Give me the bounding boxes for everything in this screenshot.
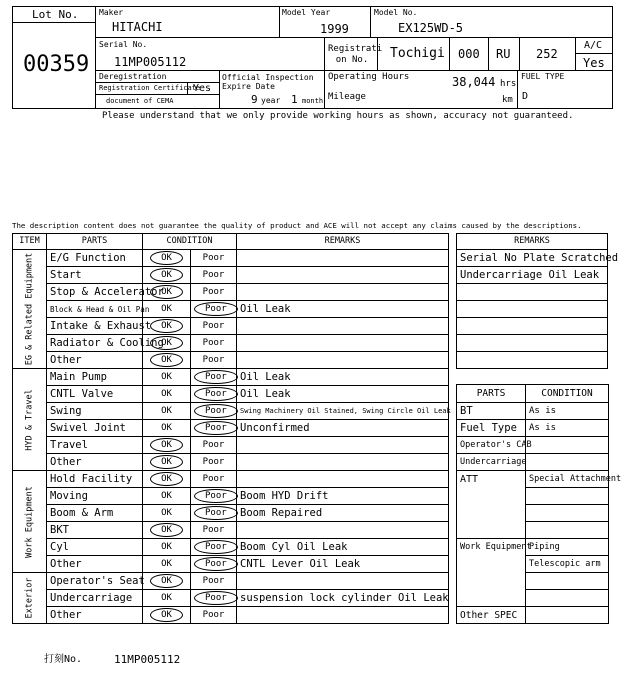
condition-poor-cell	[191, 403, 237, 420]
divider	[488, 37, 489, 70]
part-name: Hold Facility	[47, 471, 143, 488]
table-row	[13, 284, 449, 301]
condition-ok-cell	[143, 420, 191, 437]
remark-cell: Swing Machinery Oil Stained, Swing Circle Oil Leak	[237, 403, 449, 420]
condition-poor: Poor	[202, 575, 225, 586]
spec-part: Undercarriage	[457, 454, 526, 471]
condition-poor-cell	[191, 454, 237, 471]
inspection-month: 1	[291, 93, 298, 106]
summary-remark-row	[457, 335, 608, 352]
condition-ok: OK	[150, 285, 183, 299]
part-name: E/G Function	[47, 250, 143, 267]
condition-ok-cell	[143, 505, 191, 522]
spec-col-parts: PARTS	[457, 385, 526, 403]
work-equipment-label: Work Equipment	[457, 539, 526, 607]
condition-ok: OK	[161, 388, 172, 399]
remark-cell	[237, 250, 449, 267]
remark-cell	[237, 573, 449, 590]
stamp-label: 打刻No.	[44, 654, 83, 665]
part-name: Swivel Joint	[47, 420, 143, 437]
table-row	[13, 522, 449, 539]
remark-cell: Oil Leak	[237, 386, 449, 403]
ac-value: Yes	[583, 56, 605, 70]
col-condition: CONDITION	[143, 234, 237, 250]
inspection-year: 9	[251, 93, 258, 106]
att-item	[526, 488, 609, 505]
condition-poor-cell	[191, 505, 237, 522]
condition-poor-cell	[191, 607, 237, 624]
table-row	[13, 335, 449, 352]
condition-poor-cell	[191, 267, 237, 284]
table-row	[13, 301, 449, 318]
model-year-label: Model Year	[282, 8, 331, 17]
table-row	[13, 420, 449, 437]
col-parts: PARTS	[47, 234, 143, 250]
work-equipment-item	[526, 590, 609, 607]
condition-ok-cell	[143, 250, 191, 267]
spec-row	[457, 420, 609, 437]
condition-poor: Poor	[194, 370, 238, 384]
ac-label: A/C	[584, 40, 603, 51]
table-row	[13, 369, 449, 386]
part-name: Other	[47, 607, 143, 624]
km-unit: km	[502, 95, 513, 105]
table-row	[13, 454, 449, 471]
remark-cell	[237, 352, 449, 369]
work-equipment-item	[526, 573, 609, 590]
part-name: Undercarriage	[47, 590, 143, 607]
reg-class: 000	[458, 47, 480, 61]
condition-ok-cell	[143, 454, 191, 471]
divider	[324, 37, 325, 70]
summary-remark: Undercarriage Oil Leak	[457, 267, 608, 284]
item-group-label: HYD & Travel	[24, 388, 34, 451]
condition-poor-cell	[191, 590, 237, 607]
table-row	[13, 505, 449, 522]
condition-ok-cell	[143, 573, 191, 590]
spec-col-condition: CONDITION	[526, 385, 609, 403]
divider	[95, 37, 613, 38]
remark-cell	[237, 318, 449, 335]
condition-ok-cell	[143, 284, 191, 301]
part-name: Boom & Arm	[47, 505, 143, 522]
condition-poor: Poor	[194, 506, 238, 520]
spec-row	[457, 539, 609, 556]
part-name: Cyl	[47, 539, 143, 556]
remark-cell: Unconfirmed	[237, 420, 449, 437]
att-item	[526, 505, 609, 522]
condition-ok: OK	[161, 490, 172, 501]
condition-poor-cell	[191, 556, 237, 573]
condition-ok: OK	[161, 592, 172, 603]
condition-poor: Poor	[202, 609, 225, 620]
summary-remark	[457, 352, 608, 369]
condition-ok: OK	[150, 438, 183, 452]
col-item: ITEM	[13, 234, 47, 250]
remark-cell	[237, 454, 449, 471]
table-row	[13, 318, 449, 335]
condition-poor: Poor	[202, 320, 225, 331]
summary-remark-row	[457, 352, 608, 369]
op-hours-value: 38,044	[452, 75, 496, 89]
dereg-label: Deregistration	[99, 72, 167, 81]
spec-condition: As is	[526, 403, 609, 420]
divider	[575, 53, 613, 54]
condition-poor: Poor	[194, 387, 238, 401]
spec-row	[457, 471, 609, 488]
att-item: Special Attachment	[526, 471, 609, 488]
summary-remark	[457, 284, 608, 301]
summary-remarks-header: REMARKS	[457, 234, 608, 250]
condition-poor-cell	[191, 318, 237, 335]
summary-remarks-table	[456, 233, 619, 369]
spec-part: Operator's CAB	[457, 437, 526, 454]
condition-poor: Poor	[194, 404, 238, 418]
stamp-value: 11MP005112	[114, 653, 181, 666]
condition-ok-cell	[143, 318, 191, 335]
condition-poor-cell	[191, 420, 237, 437]
summary-remark	[457, 318, 608, 335]
spec-row	[457, 403, 609, 420]
condition-ok: OK	[161, 303, 172, 314]
part-name: CNTL Valve	[47, 386, 143, 403]
condition-poor: Poor	[194, 591, 238, 605]
item-group-label: Exterior	[24, 577, 34, 619]
condition-ok-cell	[143, 437, 191, 454]
spec-part: BT	[457, 403, 526, 420]
condition-ok: OK	[150, 336, 183, 350]
summary-remark	[457, 335, 608, 352]
att-item	[526, 522, 609, 539]
condition-ok-cell	[143, 607, 191, 624]
op-hours-label: Operating Hours	[328, 72, 410, 82]
condition-poor: Poor	[202, 473, 225, 484]
condition-ok: OK	[161, 541, 172, 552]
summary-remark	[457, 301, 608, 318]
table-row	[13, 250, 449, 267]
condition-poor-cell	[191, 352, 237, 369]
reg-cert-label: Registration Certificate	[99, 84, 201, 92]
condition-poor-cell	[191, 539, 237, 556]
condition-poor-cell	[191, 250, 237, 267]
divider	[519, 37, 520, 70]
remark-cell	[237, 471, 449, 488]
summary-remark: Serial No Plate Scratched	[457, 250, 608, 267]
summary-remark-row	[457, 267, 608, 284]
condition-poor-cell	[191, 369, 237, 386]
fuel-label: FUEL TYPE	[521, 72, 565, 81]
divider	[324, 70, 325, 109]
condition-ok-cell	[143, 386, 191, 403]
reg-region: Tochigi	[390, 46, 445, 61]
reg-number: 252	[536, 47, 558, 61]
condition-poor-cell	[191, 284, 237, 301]
spec-table	[456, 384, 622, 624]
condition-poor: Poor	[202, 456, 225, 467]
remark-cell	[237, 437, 449, 454]
spec-condition	[526, 437, 609, 454]
table-row	[13, 437, 449, 454]
remark-cell: Boom Cyl Oil Leak	[237, 539, 449, 556]
model-year-value: 1999	[320, 22, 349, 36]
part-name: Stop & Accelerator	[47, 284, 143, 301]
summary-remark-row	[457, 250, 608, 267]
condition-ok: OK	[161, 371, 172, 382]
condition-poor: Poor	[194, 540, 238, 554]
divider	[95, 82, 187, 83]
condition-ok: OK	[161, 405, 172, 416]
lot-no-label: Lot No.	[32, 8, 79, 21]
condition-poor: Poor	[202, 337, 225, 348]
other-spec-value	[526, 607, 609, 624]
remark-cell	[237, 607, 449, 624]
divider	[279, 6, 280, 37]
other-spec-label: Other SPEC	[457, 607, 526, 624]
remark-cell	[237, 522, 449, 539]
summary-remark-row	[457, 318, 608, 335]
item-group-cell	[13, 573, 47, 624]
condition-ok-cell	[143, 590, 191, 607]
item-group-cell	[13, 250, 47, 369]
part-name: Main Pump	[47, 369, 143, 386]
condition-ok: OK	[150, 353, 183, 367]
condition-ok-cell	[143, 301, 191, 318]
part-name: Other	[47, 454, 143, 471]
part-name: Intake & Exhaust	[47, 318, 143, 335]
remark-cell	[237, 267, 449, 284]
cema-label: document of CEMA	[106, 97, 174, 105]
condition-ok: OK	[150, 268, 183, 282]
table-row	[13, 607, 449, 624]
divider	[449, 37, 450, 70]
item-group-cell	[13, 369, 47, 471]
part-name: Operator's Seat	[47, 573, 143, 590]
condition-ok-cell	[143, 403, 191, 420]
condition-poor-cell	[191, 573, 237, 590]
maker-label: Maker	[99, 8, 124, 17]
condition-poor: Poor	[194, 421, 238, 435]
condition-ok-cell	[143, 539, 191, 556]
condition-poor-cell	[191, 386, 237, 403]
condition-poor: Poor	[202, 354, 225, 365]
condition-ok-cell	[143, 335, 191, 352]
remark-cell: Boom HYD Drift	[237, 488, 449, 505]
divider	[370, 6, 371, 37]
reg-kana: RU	[496, 47, 511, 61]
mileage-label: Mileage	[328, 92, 366, 102]
summary-remark-row	[457, 301, 608, 318]
condition-poor: Poor	[202, 524, 225, 535]
condition-poor-cell	[191, 471, 237, 488]
part-name: Radiator & Cooling	[47, 335, 143, 352]
summary-remark-row	[457, 284, 608, 301]
remark-cell: suspension lock cylinder Oil Leak	[237, 590, 449, 607]
table-row	[13, 556, 449, 573]
condition-ok-cell	[143, 369, 191, 386]
remark-cell	[237, 284, 449, 301]
condition-poor: Poor	[202, 286, 225, 297]
table-row	[13, 403, 449, 420]
condition-ok: OK	[161, 507, 172, 518]
condition-ok: OK	[150, 472, 183, 486]
table-row	[13, 267, 449, 284]
condition-ok-cell	[143, 488, 191, 505]
divider	[517, 70, 518, 109]
spec-condition	[526, 454, 609, 471]
part-name: Other	[47, 352, 143, 369]
condition-ok: OK	[150, 319, 183, 333]
condition-table	[12, 233, 449, 624]
condition-ok: OK	[150, 455, 183, 469]
condition-poor-cell	[191, 437, 237, 454]
table-header-row	[13, 234, 449, 250]
divider	[95, 94, 219, 95]
remark-cell	[237, 335, 449, 352]
table-row	[13, 386, 449, 403]
remark-cell: Boom Repaired	[237, 505, 449, 522]
remark-cell: Oil Leak	[237, 301, 449, 318]
condition-ok-cell	[143, 471, 191, 488]
hours-notice: Please understand that we only provide working hours as shown, accuracy not guaranteed.	[102, 111, 574, 121]
lot-no: 00359	[23, 52, 90, 77]
spec-part: Fuel Type	[457, 420, 526, 437]
hrs-unit: hrs	[500, 79, 517, 89]
condition-ok-cell	[143, 267, 191, 284]
item-group-label: Work Equipment	[24, 485, 34, 558]
condition-ok-cell	[143, 352, 191, 369]
work-equipment-item: Telescopic arm	[526, 556, 609, 573]
condition-ok: OK	[150, 574, 183, 588]
condition-ok-cell	[143, 556, 191, 573]
condition-poor-cell	[191, 335, 237, 352]
model-no-label: Model No.	[374, 8, 418, 17]
remark-cell: Oil Leak	[237, 369, 449, 386]
item-group-label: EG & Related Equipment	[24, 252, 34, 366]
condition-ok: OK	[161, 558, 172, 569]
part-name: Swing	[47, 403, 143, 420]
att-label: ATT	[457, 471, 526, 539]
month-unit: month	[302, 97, 324, 105]
condition-poor-cell	[191, 488, 237, 505]
table-row	[13, 539, 449, 556]
serial-value: 11MP005112	[114, 55, 187, 69]
part-name: Travel	[47, 437, 143, 454]
table-row	[13, 488, 449, 505]
condition-poor: Poor	[202, 269, 225, 280]
divider	[219, 70, 220, 109]
spec-row	[457, 454, 609, 471]
table-row	[13, 471, 449, 488]
maker-value: HITACHI	[112, 20, 163, 34]
condition-poor: Poor	[202, 252, 225, 263]
condition-ok: OK	[150, 251, 183, 265]
part-name: Moving	[47, 488, 143, 505]
table-row	[13, 573, 449, 590]
spec-condition: As is	[526, 420, 609, 437]
divider	[95, 70, 613, 71]
condition-ok: OK	[150, 608, 183, 622]
serial-label: Serial No.	[99, 40, 148, 49]
condition-ok-cell	[143, 522, 191, 539]
model-no-value: EX125WD-5	[398, 21, 464, 35]
description-notice: The description content does not guarantee the quality of product and ACE will not accept any claims caused by the descriptions.	[12, 221, 582, 230]
spec-row	[457, 607, 609, 624]
part-name: Block & Head & Oil Pan	[47, 301, 143, 318]
table-row	[13, 590, 449, 607]
condition-poor: Poor	[194, 489, 238, 503]
part-name: Start	[47, 267, 143, 284]
fuel-value: D	[522, 91, 529, 102]
table-row	[13, 352, 449, 369]
remark-cell: CNTL Lever Oil Leak	[237, 556, 449, 573]
condition-poor: Poor	[194, 557, 238, 571]
condition-poor: Poor	[202, 439, 225, 450]
reg-no-label: Registrati on No.	[328, 44, 383, 65]
work-equipment-item: Piping	[526, 539, 609, 556]
part-name: BKT	[47, 522, 143, 539]
year-unit: year	[261, 96, 281, 105]
inspection-label: Official Inspection Expire Date	[222, 73, 314, 91]
condition-poor-cell	[191, 522, 237, 539]
condition-poor: Poor	[194, 302, 238, 316]
item-group-cell	[13, 471, 47, 573]
part-name: Other	[47, 556, 143, 573]
condition-poor-cell	[191, 301, 237, 318]
col-remarks: REMARKS	[237, 234, 449, 250]
condition-ok: OK	[161, 422, 172, 433]
reg-cert-value: Yes	[193, 83, 212, 94]
spec-row	[457, 437, 609, 454]
condition-ok: OK	[150, 523, 183, 537]
